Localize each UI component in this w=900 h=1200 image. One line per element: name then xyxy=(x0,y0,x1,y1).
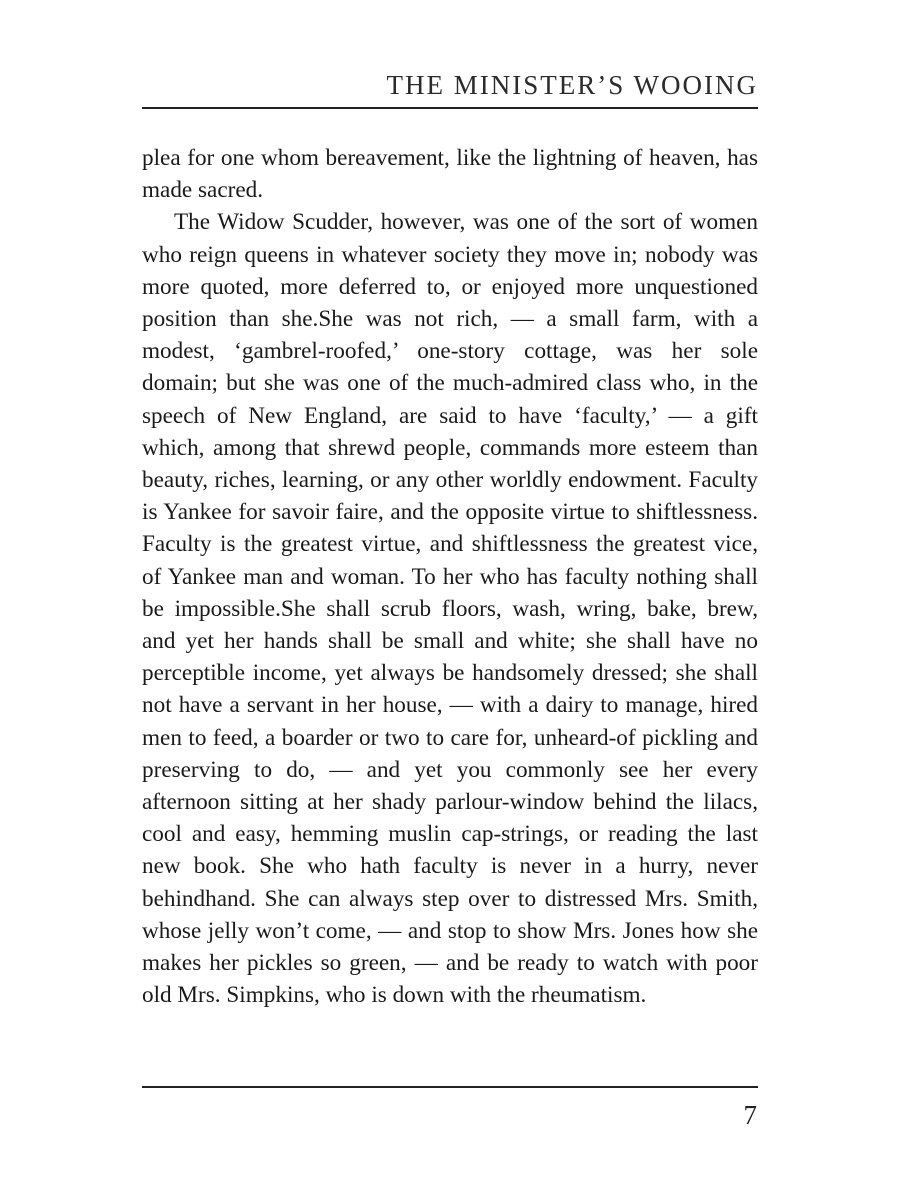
paragraph-continued: plea for one whom bereavement, like the lightning of heaven, has made sacred. xyxy=(142,145,758,204)
paragraph-widow-scudder: The Widow Scudder, however, was one of the sort of women who reign queens in whatever society they move in; nobody was more quoted, more deferred to, or enjoyed more unquestioned position than she.She was not rich, — a small farm, with a modest, ‘gambrel-roofed,’ one-story cottage, was her sole domain; but she was one of the much-admired class who, in the speech of New England, are said to have ‘faculty,’ — a gift which, among that shrewd people, commands more esteem than beauty, riches, learning, or any other worldly endowment. Faculty is Yankee for savoir faire, and the opposite virtue to shiftlessness. Faculty is the greatest virtue, and shiftlessness the greatest vice, of Yankee man and woman. To her who has faculty nothing shall be impossible.She shall scrub floors, wash, wring, bake, brew, and yet her hands shall be small and white; she shall have no perceptible income, yet always be handsomely dressed; she shall not have a servant in her house, — with a dairy to manage, hired men to feed, a boarder or two to care for, unheard-of pickling and preserving to do, — and yet you commonly see her every afternoon sitting at her shady parlour-window behind the lilacs, cool and easy, hemming muslin cap-strings, or reading the last new book. She who hath faculty is never in a hurry, never behindhand. She can always step over to distressed Mrs. Smith, whose jelly won’t come, — and stop to show Mrs. Jones how she makes her pickles so green, — and be ready to watch with poor old Mrs. Simpkins, who is down with the rheumatism. xyxy=(142,209,758,1009)
footer-rule xyxy=(142,1086,758,1088)
running-head-title: THE MINISTER’S WOOING xyxy=(386,70,758,100)
header-rule xyxy=(142,107,758,109)
page-number: 7 xyxy=(743,1100,757,1130)
page-body xyxy=(142,142,758,1011)
